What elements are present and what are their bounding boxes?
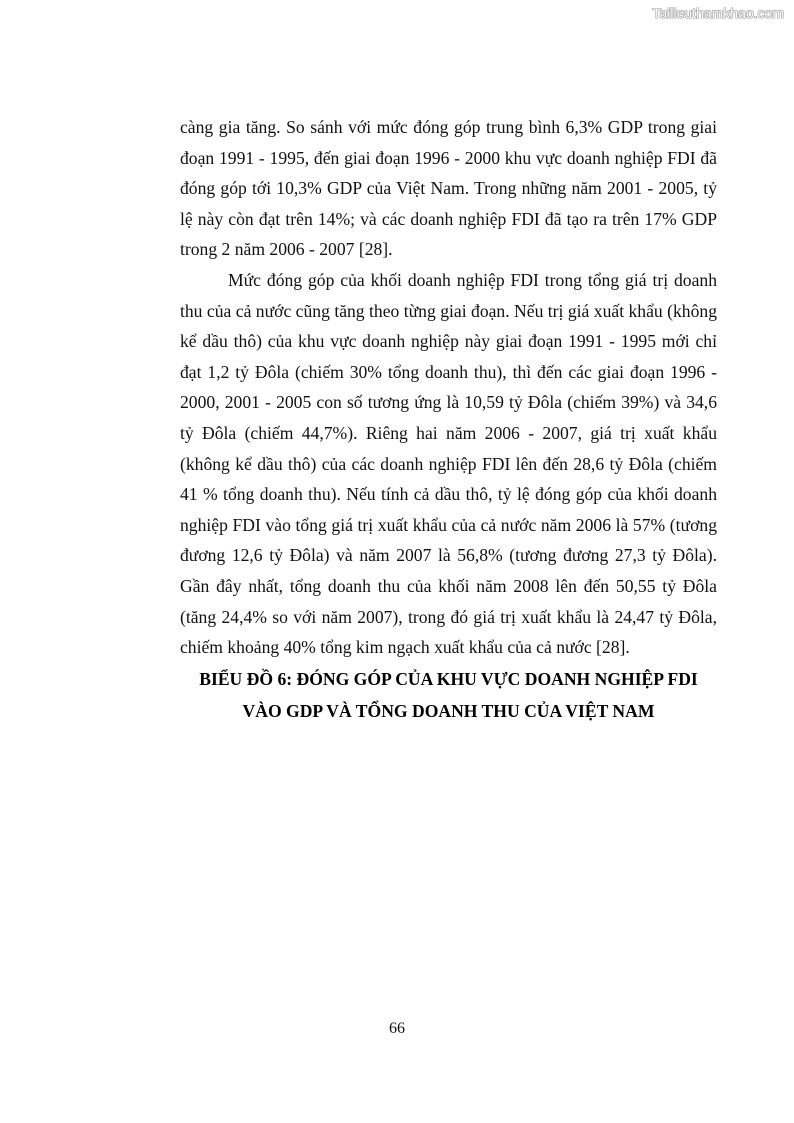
chart-caption-line-2: VÀO GDP VÀ TỔNG DOANH THU CỦA VIỆT NAM bbox=[242, 700, 655, 721]
paragraph-revenue-contribution: Mức đóng góp của khối doanh nghiệp FDI trong tổng giá trị doanh thu của cả nước cũng tăng theo từng giai đoạn. Nếu trị giá xuất khẩu (không kể dầu thô) của khu vực doanh nghiệp này giai đoạn 1991 - 1995 mới chỉ đạt 1,2 tỷ Đôla (chiếm 30% tổng doanh thu), thì đến các giai đoạn 1996 - 2000, 2001 - 2005 con số tương ứng là 10,59 tỷ Đôla (chiếm 39%) và 34,6 tỷ Đôla (chiếm 44,7%). Riêng hai năm 2006 - 2007, giá trị xuất khẩu (không kể dầu thô) của các doanh nghiệp FDI lên đến 28,6 tỷ Đôla (chiếm 41 % tổng doanh thu). Nếu tính cả dầu thô, tỷ lệ đóng góp của khối doanh nghiệp FDI vào tổng giá trị xuất khẩu của cả nước năm 2006 là 57% (tương đương 12,6 tỷ Đôla) và năm 2007 là 56,8% (tương đương 27,3 tỷ Đôla). Gần đây nhất, tổng doanh thu của khối năm 2008 lên đến 50,55 tỷ Đôla (tăng 24,4% so với năm 2007), trong đó giá trị xuất khẩu là 24,47 tỷ Đôla, chiếm khoảng 40% tổng kim ngạch xuất khẩu của cả nước [28]. bbox=[180, 269, 717, 658]
paragraph-gdp-contribution: càng gia tăng. So sánh với mức đóng góp trung bình 6,3% GDP trong giai đoạn 1991 - 1995, đến giai đoạn 1996 - 2000 khu vực doanh nghiệp FDI đã đóng góp tới 10,3% GDP của Việt Nam. Trong những năm 2001 - 2005, tỷ lệ này còn đạt trên 14%; và các doanh nghiệp FDI đã tạo ra trên 17% GDP trong 2 năm 2006 - 2007 [28]. bbox=[180, 117, 717, 260]
chart-caption bbox=[180, 663, 717, 727]
watermark: Tailieuthamkhao.com bbox=[652, 5, 784, 21]
page-body bbox=[180, 112, 717, 727]
chart-caption-line-1: BIỂU ĐỒ 6: ĐÓNG GÓP CỦA KHU VỰC DOANH NGHIỆP FDI bbox=[199, 668, 698, 689]
page-number: 66 bbox=[389, 1020, 405, 1037]
